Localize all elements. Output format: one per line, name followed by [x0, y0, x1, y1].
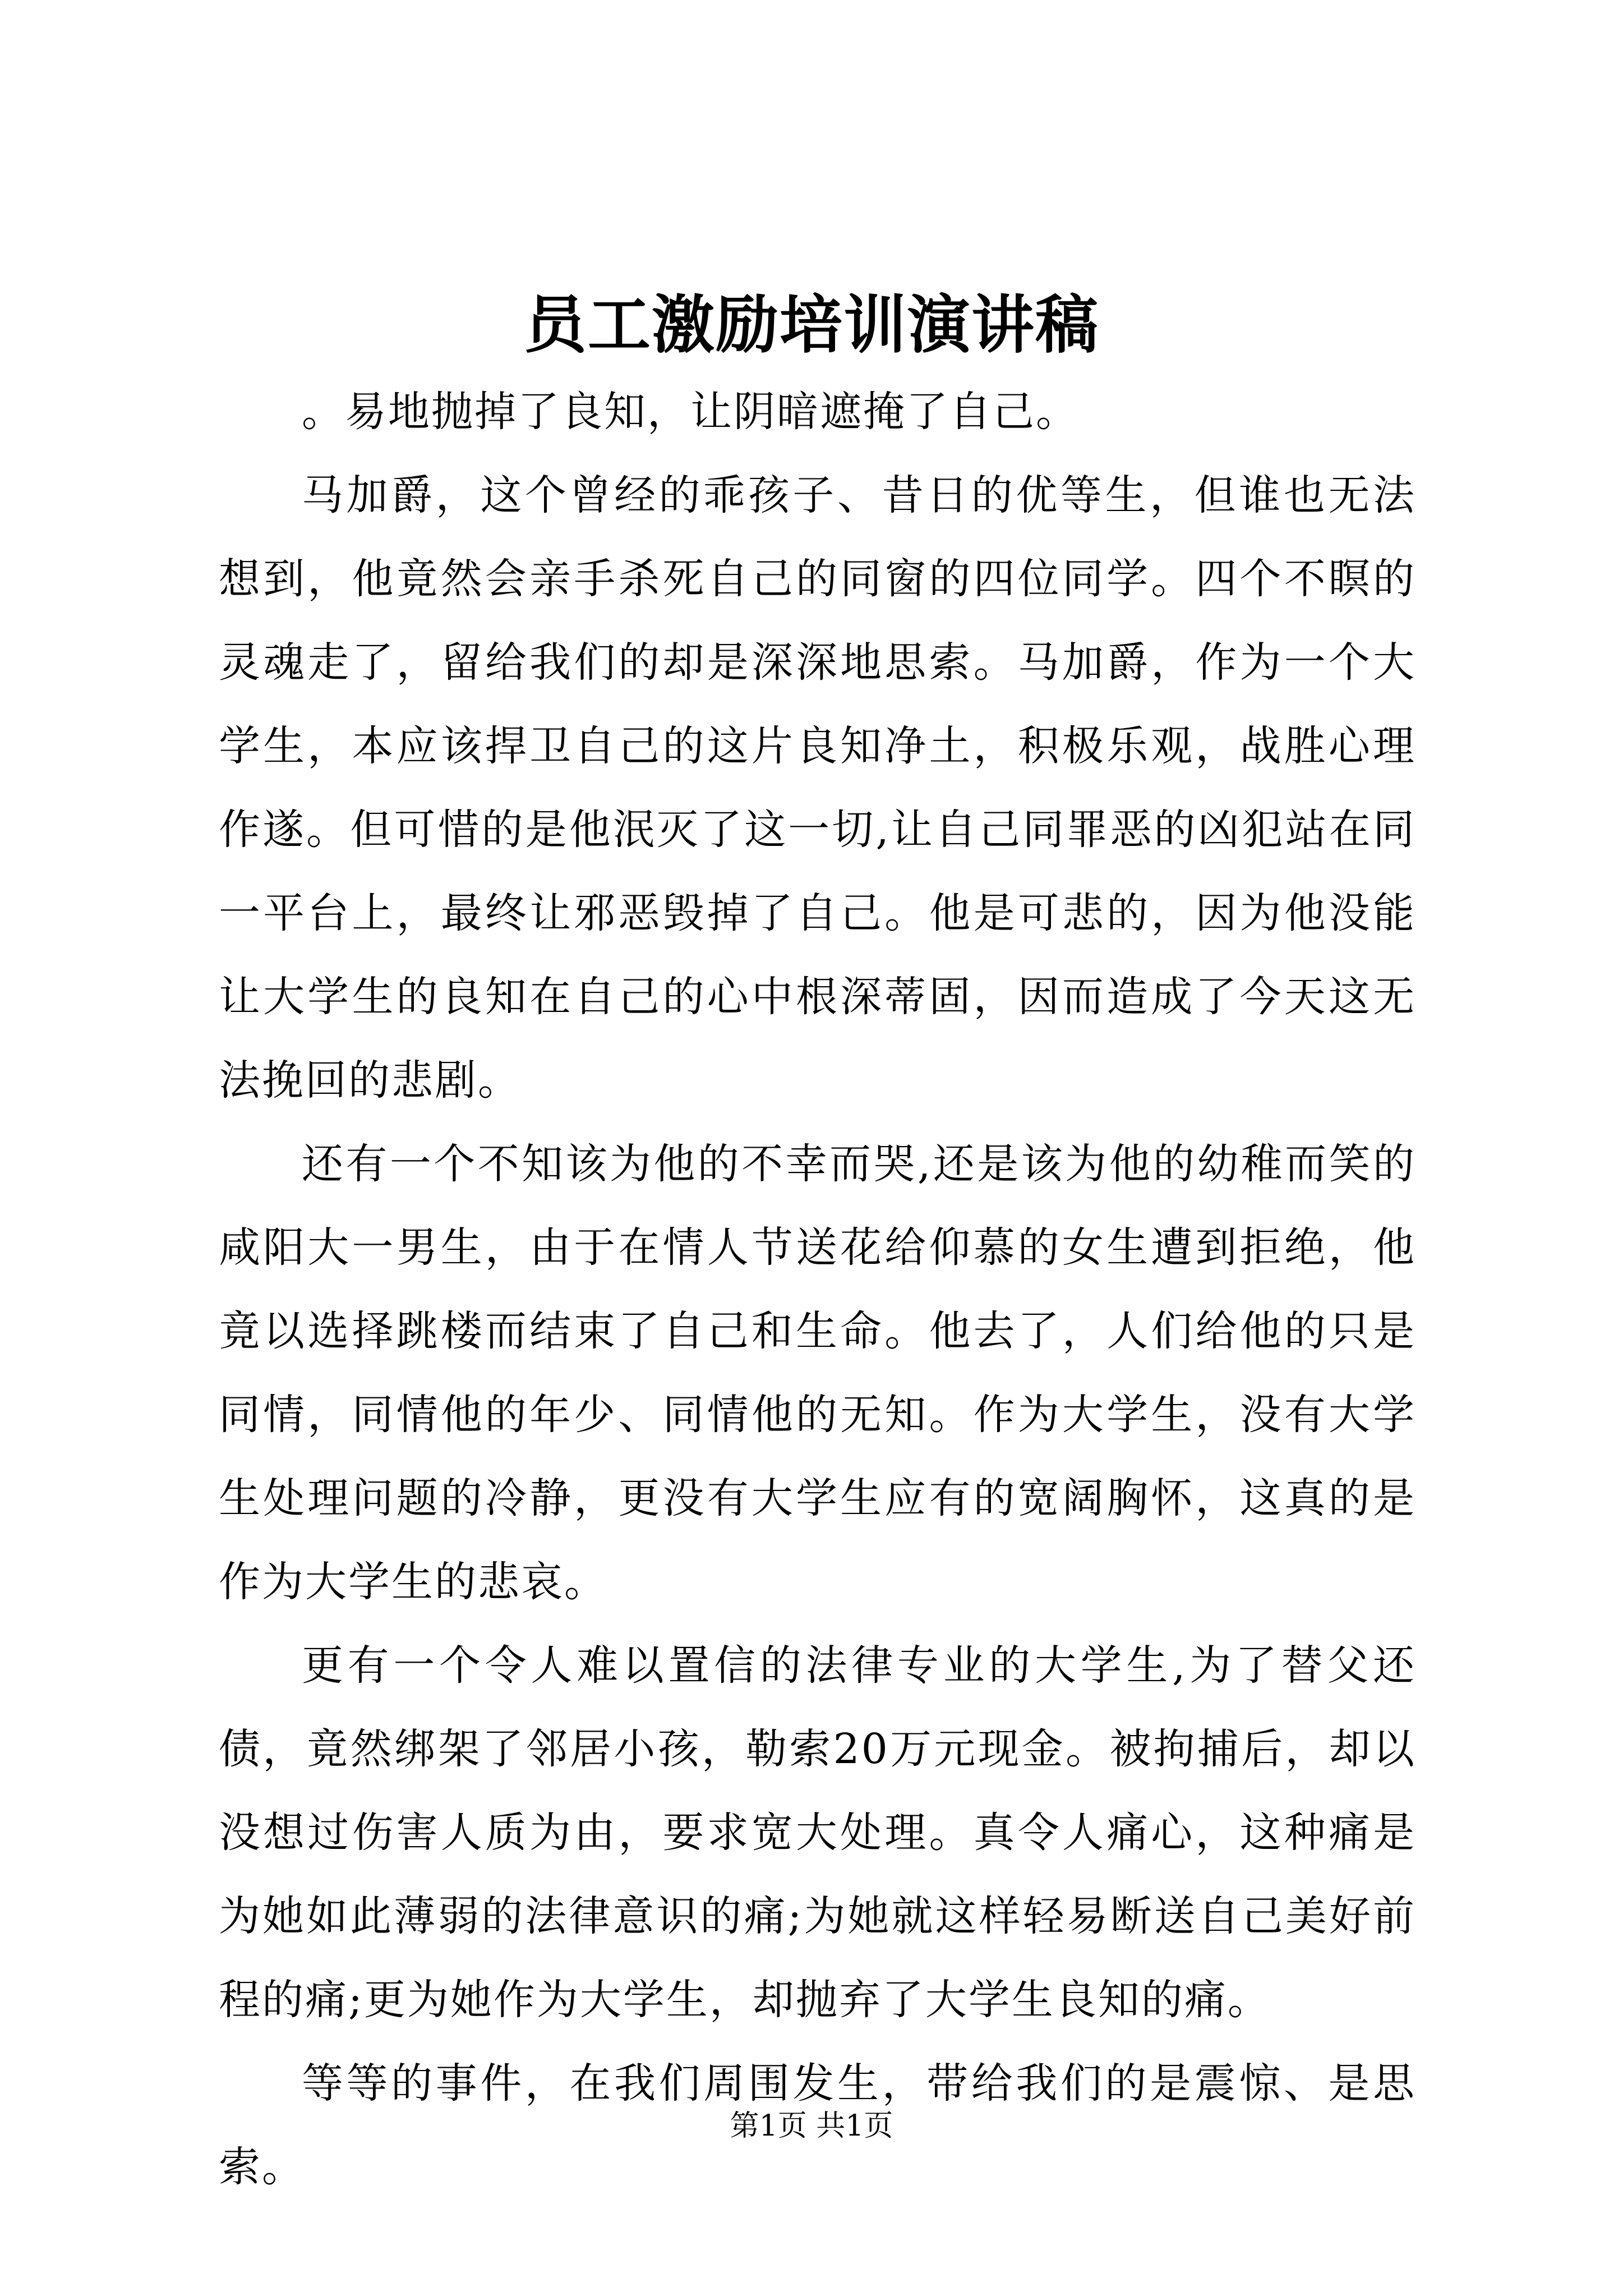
paragraph: 更有一个令人难以置信的法律专业的大学生,为了替父还债，竟然绑架了邻居小孩，勒索20万元现金。被拘捕后，却以没想过伤害人质为由，要求宽大处理。真令人痛心，这种痛是为她如此薄弱的法律意识的痛;为她就这样轻易断送自己美好前程的痛;更为她作为大学生，却抛弃了大学生良知的痛。 [219, 1641, 1416, 2024]
paragraph: 。易地抛掉了良知，让阴暗遮掩了自己。 [302, 388, 1079, 436]
paragraph: 等等的事件，在我们周围发生，带给我们的是震惊、是思索。 [219, 2059, 1416, 2191]
page-footer: 第1页 共1页 [730, 2109, 893, 2143]
document-title: 员工激励培训演讲稿 [524, 288, 1099, 362]
paragraph: 还有一个不知该为他的不幸而哭,还是该为他的幼稚而笑的咸阳大一男生，由于在情人节送花给仰慕的女生遭到拒绝，他竟以选择跳楼而结束了自己和生命。他去了，人们给他的只是同情，同情他的年少、同情他的无知。作为大学生，没有大学生处理问题的冷静，更没有大学生应有的宽阔胸怀，这真的是作为大学生的悲哀。 [219, 1140, 1416, 1606]
document-body [219, 370, 1416, 2209]
paragraph: 马加爵，这个曾经的乖孩子、昔日的优等生，但谁也无法想到，他竟然会亲手杀死自己的同窗的四位同学。四个不瞑的灵魂走了，留给我们的却是深深地思索。马加爵，作为一个大学生，本应该捍卫自己的这片良知净土，积极乐观，战胜心理作遂。但可惜的是他泯灭了这一切,让自己同罪恶的凶犯站在同一平台上，最终让邪恶毁掉了自己。他是可悲的，因为他没能让大学生的良知在自己的心中根深蒂固，因而造成了今天这无法挽回的悲剧。 [219, 471, 1416, 1105]
